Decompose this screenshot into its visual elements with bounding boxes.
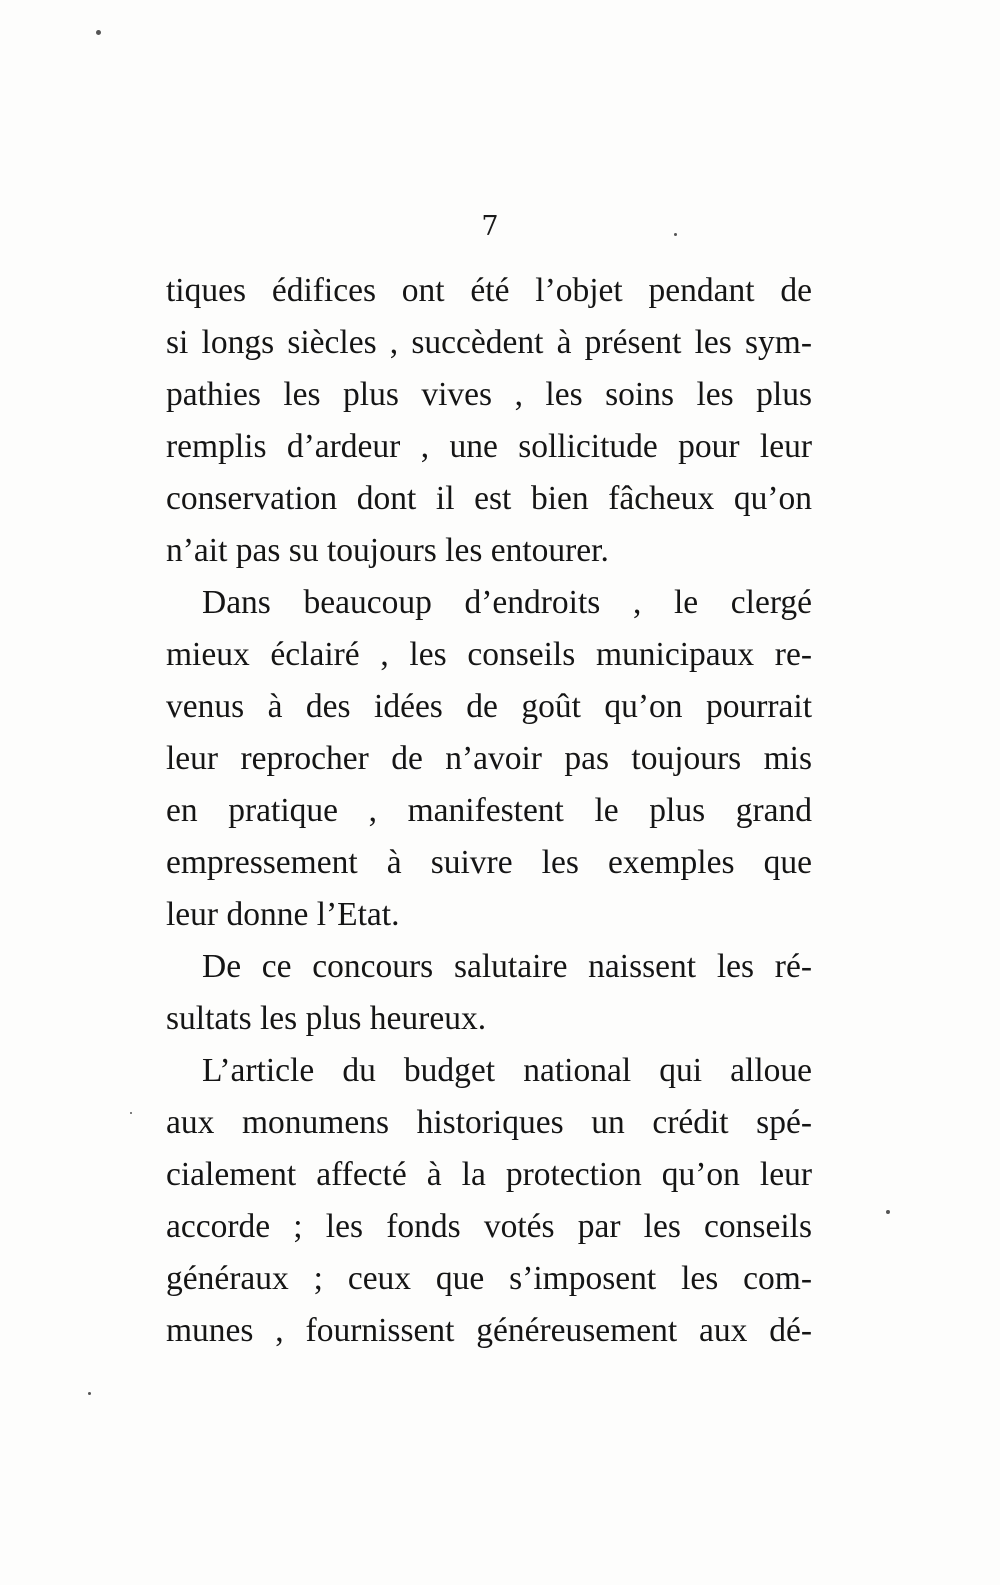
text-line: cialement affecté à la protection qu’on leur [166, 1156, 812, 1193]
scan-speck [130, 1112, 132, 1114]
text-line: L’article du budget national qui alloue [202, 1052, 812, 1089]
text-line: sultats les plus heureux. [166, 1000, 487, 1037]
scan-speck [96, 30, 101, 35]
text-line: conservation dont il est bien fâcheux qu’on [166, 480, 812, 517]
body-text [166, 265, 812, 1357]
text-line: tiques édifices ont été l’objet pendant de [166, 272, 812, 309]
text-line: si longs siècles , succèdent à présent les sym- [166, 324, 812, 361]
text-line: pathies les plus vives , les soins les plus [166, 376, 812, 413]
text-line: mieux éclairé , les conseils municipaux re- [166, 636, 812, 673]
scan-speck [674, 233, 677, 236]
text-line: accorde ; les fonds votés par les conseils [166, 1208, 812, 1245]
text-line: remplis d’ardeur , une sollicitude pour leur [166, 428, 812, 465]
scan-speck [886, 1210, 890, 1214]
scan-speck [88, 1392, 91, 1395]
text-line: munes , fournissent généreusement aux dé- [166, 1312, 812, 1349]
text-line: en pratique , manifestent le plus grand [166, 792, 812, 829]
text-line: venus à des idées de goût qu’on pourrait [166, 688, 812, 725]
text-line: empressement à suivre les exemples que [166, 844, 812, 881]
text-line: De ce concours salutaire naissent les ré- [202, 948, 812, 985]
page-number: 7 [481, 211, 499, 242]
text-line: leur donne l’Etat. [166, 896, 400, 933]
text-line: n’ait pas su toujours les entourer. [166, 532, 609, 569]
text-line: Dans beaucoup d’endroits , le clergé [202, 584, 812, 621]
text-line: aux monumens historiques un crédit spé- [166, 1104, 812, 1141]
text-line: généraux ; ceux que s’imposent les com- [166, 1260, 812, 1297]
text-line: leur reprocher de n’avoir pas toujours mis [166, 740, 812, 777]
